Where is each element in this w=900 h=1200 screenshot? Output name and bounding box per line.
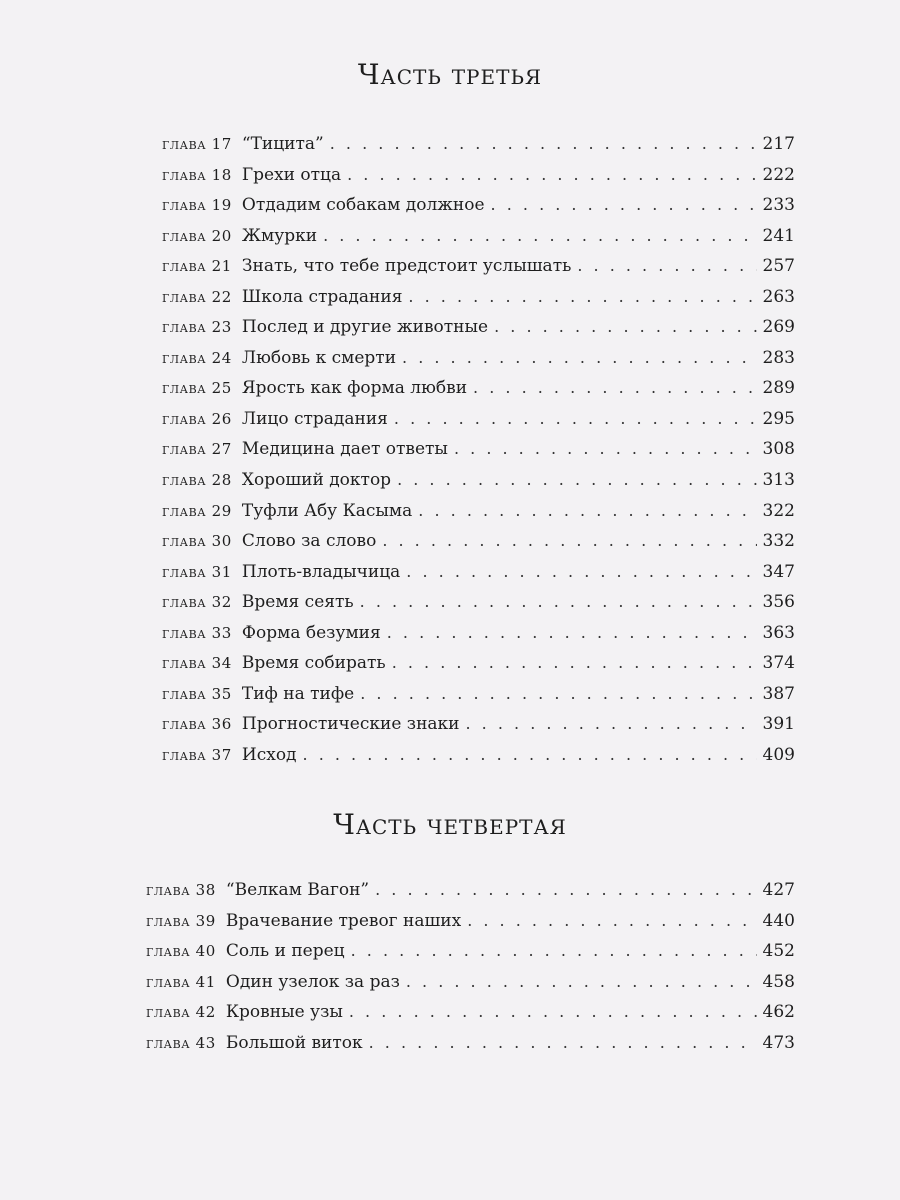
chapter-title: “Тицита” [241, 134, 324, 154]
chapter-number: 29 [211, 501, 232, 520]
chapter-number: 42 [195, 1003, 216, 1022]
page-number: 289 [762, 378, 795, 399]
toc-entry [162, 439, 795, 470]
page-number: 374 [762, 653, 795, 674]
page-number: 332 [762, 531, 795, 552]
chapter-number: 30 [211, 532, 232, 551]
chapter-word: глава [162, 593, 207, 612]
chapter-title: Хороший доктор [241, 470, 392, 491]
page-number: 308 [762, 439, 795, 460]
toc-entry [146, 941, 795, 972]
chapter-label [146, 912, 216, 930]
chapter-label [162, 227, 232, 245]
toc-entry [162, 501, 795, 532]
dot-leader [577, 256, 756, 275]
chapter-number: 31 [211, 562, 232, 581]
dot-leader [494, 317, 756, 336]
chapter-word: глава [146, 1003, 191, 1022]
chapter-label [162, 715, 232, 733]
page-number: 257 [762, 256, 795, 277]
chapter-number: 43 [195, 1033, 216, 1052]
chapter-number: 40 [195, 942, 216, 961]
toc-entry [162, 134, 795, 165]
chapter-number: 25 [211, 379, 232, 398]
chapter-number: 39 [195, 911, 216, 930]
dot-leader [406, 562, 756, 581]
dot-leader [392, 653, 757, 672]
chapter-label [162, 257, 232, 275]
page-number: 473 [762, 1032, 795, 1053]
chapter-label [146, 973, 216, 991]
chapter-word: глава [162, 684, 207, 703]
chapter-label [162, 166, 232, 184]
page-number: 347 [762, 561, 795, 582]
toc-entry [162, 745, 795, 776]
chapter-word: глава [162, 715, 207, 734]
page-number: 409 [762, 744, 795, 765]
dot-leader [303, 745, 757, 764]
dot-leader [454, 439, 757, 458]
chapter-title: Любовь к смерти [241, 347, 397, 368]
chapter-number: 32 [211, 593, 232, 612]
page-number: 283 [762, 347, 795, 368]
toc-entry [162, 195, 795, 226]
toc-entry [162, 653, 795, 684]
chapter-word: глава [162, 562, 207, 581]
chapter-number: 23 [211, 318, 232, 337]
dot-leader [369, 1033, 757, 1052]
chapter-word: глава [162, 471, 207, 490]
chapter-title: Отдадим собакам должное [241, 195, 485, 216]
chapter-label [162, 410, 232, 428]
chapter-label [162, 502, 232, 520]
toc-entry [146, 911, 795, 942]
chapter-number: 27 [211, 440, 232, 459]
toc-entry [162, 531, 795, 562]
chapter-title: Соль и перец [225, 941, 345, 962]
chapter-word: глава [162, 654, 207, 673]
toc-entry [162, 165, 795, 196]
chapter-word: глава [146, 942, 191, 961]
chapter-word: глава [162, 226, 207, 245]
chapter-label [162, 379, 232, 397]
chapter-word: глава [162, 409, 207, 428]
chapter-number: 36 [211, 715, 232, 734]
chapter-number: 33 [211, 623, 232, 642]
chapter-label [146, 1003, 216, 1021]
toc-entry [146, 1033, 795, 1064]
page-number: 363 [762, 622, 795, 643]
dot-leader [351, 941, 757, 960]
chapter-label [162, 196, 232, 214]
chapter-word: глава [146, 911, 191, 930]
dot-leader [406, 972, 757, 991]
chapter-title: Школа страдания [241, 286, 403, 307]
dot-leader [418, 501, 756, 520]
chapter-word: глава [162, 623, 207, 642]
chapter-number: 26 [211, 409, 232, 428]
page-number: 222 [762, 164, 795, 185]
dot-leader [323, 226, 756, 245]
chapter-title: Врачевание тревог наших [225, 910, 462, 931]
chapter-label [146, 942, 216, 960]
chapter-title: Прогностические знаки [241, 714, 460, 735]
chapter-label [162, 654, 232, 672]
chapter-label [162, 135, 232, 153]
page-number: 233 [762, 195, 795, 216]
dot-leader [349, 1002, 757, 1021]
page-number: 440 [762, 910, 795, 931]
page-number: 322 [762, 500, 795, 521]
chapter-title: Время сеять [241, 592, 354, 613]
chapter-label [162, 288, 232, 306]
chapter-word: глава [162, 501, 207, 520]
page-number: 241 [762, 225, 795, 246]
toc-entry [162, 287, 795, 318]
chapter-number: 20 [211, 226, 232, 245]
dot-leader [375, 880, 756, 899]
chapter-word: глава [146, 881, 191, 899]
chapter-title: Медицина дает ответы [241, 439, 448, 460]
chapter-word: глава [162, 165, 207, 184]
chapter-word: глава [162, 257, 207, 276]
toc-entry [146, 880, 795, 911]
chapter-word: глава [162, 745, 207, 764]
toc-entry [162, 562, 795, 593]
part-three-heading: Часть третья [357, 58, 543, 91]
toc-entry [162, 317, 795, 348]
chapter-label [146, 1034, 216, 1052]
chapter-number: 21 [211, 257, 232, 276]
page-number: 452 [762, 941, 795, 962]
chapter-word: глава [162, 532, 207, 551]
chapter-title: Форма безумия [241, 622, 381, 643]
chapter-title: Лицо страдания [241, 408, 388, 429]
chapter-label [162, 624, 232, 642]
chapter-title: “Велкам Вагон” [225, 880, 370, 900]
page-number: 263 [762, 286, 795, 307]
toc-entry [162, 348, 795, 379]
toc-entry [146, 1002, 795, 1033]
page-number: 269 [762, 317, 795, 338]
dot-leader [473, 378, 757, 397]
page-number: 427 [762, 880, 795, 900]
toc-entry [162, 714, 795, 745]
chapter-label [162, 685, 232, 703]
chapter-number: 18 [211, 165, 232, 184]
chapter-title: Один узелок за раз [225, 971, 400, 992]
toc-entry [162, 226, 795, 257]
chapter-number: 28 [211, 471, 232, 490]
chapter-number: 34 [211, 654, 232, 673]
chapter-number: 24 [211, 348, 232, 367]
dot-leader [382, 531, 756, 550]
page-number: 462 [762, 1002, 795, 1023]
chapter-title: Тиф на тифе [241, 683, 355, 704]
chapter-title: Время собирать [241, 653, 386, 674]
dot-leader [394, 409, 757, 428]
page-number: 458 [762, 971, 795, 992]
chapter-title: Исход [241, 744, 297, 765]
chapter-number: 37 [211, 745, 232, 764]
dot-leader [360, 592, 757, 611]
dot-leader [491, 195, 757, 214]
chapter-title: Плоть-владычица [241, 561, 401, 582]
toc-entry [162, 378, 795, 409]
chapter-label [162, 440, 232, 458]
toc-entry [162, 409, 795, 440]
chapter-title: Грехи отца [241, 164, 342, 185]
part-four-toc [146, 880, 795, 1063]
toc-entry [162, 592, 795, 623]
chapter-title: Послед и другие животные [241, 317, 489, 338]
part-three-toc [162, 134, 795, 775]
chapter-title: Знать, что тебе предстоит услышать [241, 256, 572, 277]
page-number: 295 [762, 408, 795, 429]
page-number: 356 [762, 592, 795, 613]
page-number: 391 [762, 714, 795, 735]
dot-leader [330, 134, 757, 153]
chapter-label [146, 881, 216, 899]
chapter-label [162, 563, 232, 581]
page-number: 387 [762, 683, 795, 704]
toc-entry [162, 623, 795, 654]
dot-leader [397, 470, 756, 489]
dot-leader [387, 623, 757, 642]
chapter-label [162, 532, 232, 550]
toc-entry [146, 972, 795, 1003]
chapter-word: глава [162, 287, 207, 306]
chapter-label [162, 349, 232, 367]
chapter-number: 41 [195, 972, 216, 991]
dot-leader [402, 348, 757, 367]
chapter-title: Ярость как форма любви [241, 378, 468, 399]
chapter-title: Жмурки [241, 225, 318, 246]
toc-entry [162, 684, 795, 715]
chapter-label [162, 318, 232, 336]
chapter-word: глава [162, 440, 207, 459]
chapter-word: глава [146, 972, 191, 991]
chapter-word: глава [146, 1033, 191, 1052]
chapter-label [162, 746, 232, 764]
chapter-label [162, 593, 232, 611]
chapter-word: глава [162, 135, 207, 153]
chapter-title: Большой виток [225, 1032, 363, 1053]
chapter-word: глава [162, 318, 207, 337]
chapter-title: Слово за слово [241, 531, 377, 552]
toc-entry [162, 256, 795, 287]
page-number: 313 [762, 470, 795, 491]
dot-leader [360, 684, 756, 703]
dot-leader [347, 165, 756, 184]
chapter-number: 22 [211, 287, 232, 306]
part-four-heading: Часть четвертая [333, 808, 567, 841]
chapter-number: 17 [211, 135, 232, 153]
chapter-number: 38 [195, 881, 216, 899]
dot-leader [467, 911, 756, 930]
chapter-word: глава [162, 196, 207, 215]
chapter-title: Туфли Абу Касыма [241, 500, 413, 521]
chapter-label [162, 471, 232, 489]
chapter-word: глава [162, 348, 207, 367]
page-number: 217 [762, 134, 795, 154]
chapter-number: 35 [211, 684, 232, 703]
toc-entry [162, 470, 795, 501]
chapter-title: Кровные узы [225, 1002, 343, 1023]
chapter-word: глава [162, 379, 207, 398]
dot-leader [408, 287, 756, 306]
dot-leader [466, 714, 757, 733]
chapter-number: 19 [211, 196, 232, 215]
